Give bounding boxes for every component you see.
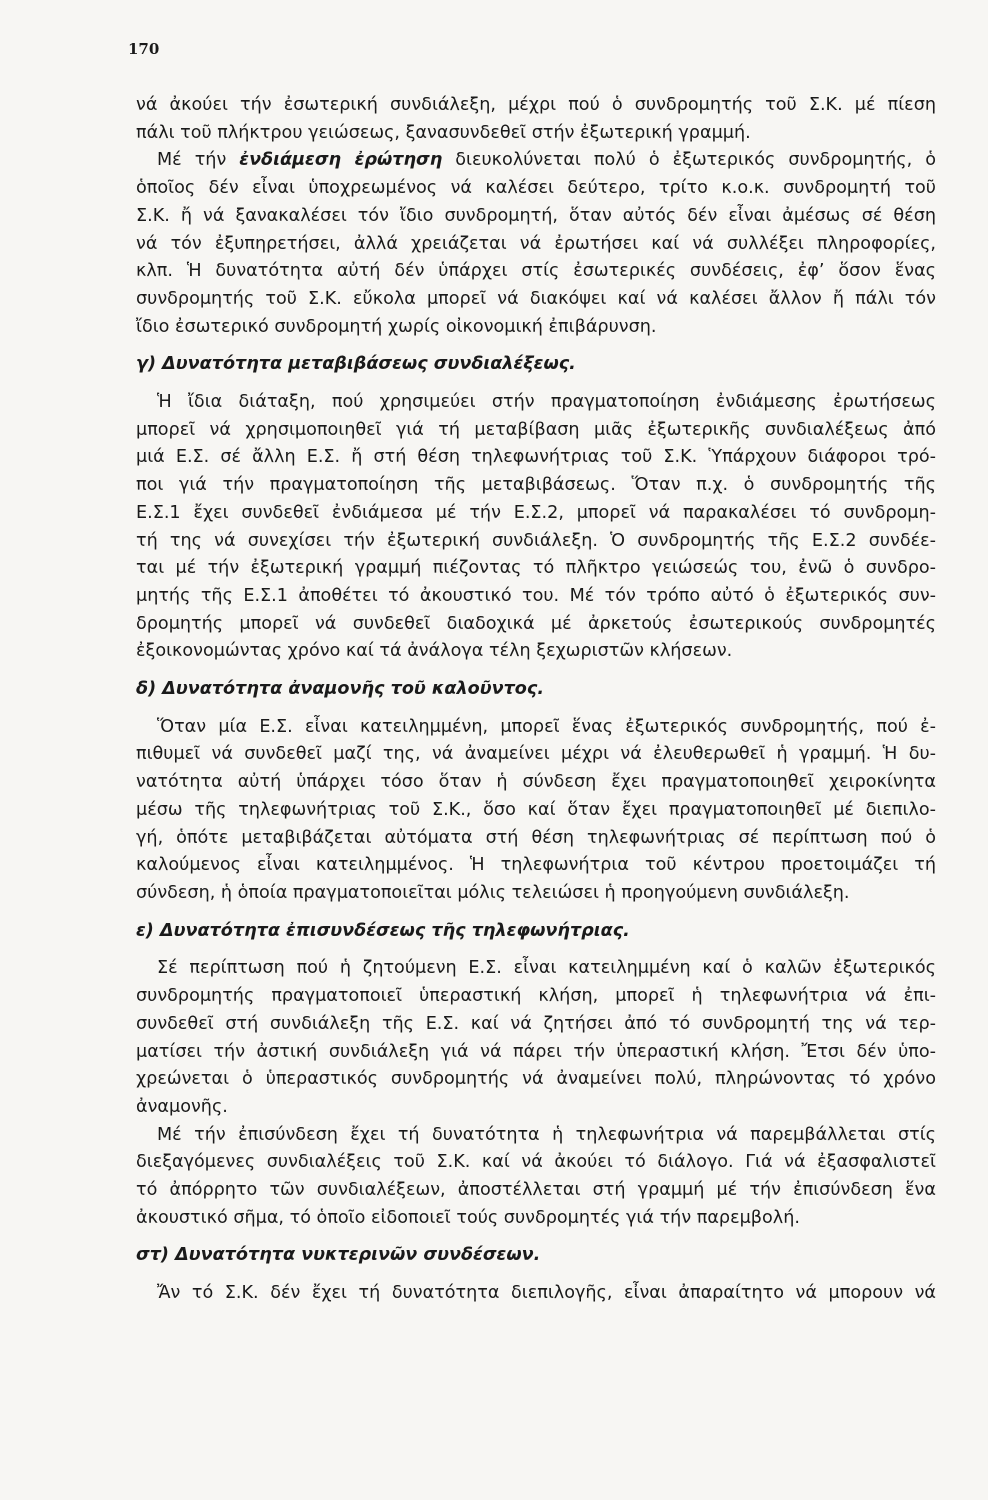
page-number: 170: [128, 40, 160, 58]
text-segment: διευκολύνεται πολύ ὁ ἐξωτερικός συνδρομητής, ὁ: [442, 150, 936, 171]
text-line: πάλι τοῦ πλήκτρου γειώσεως, ξανασυνδεθεῖ στήν ἐξωτερική γραμμή.: [136, 122, 751, 143]
text-line: νά ἀκούει τήν ἐσωτερική συνδιάλεξη, μέχρι πού ὁ συνδρομητής τοῦ Σ.Κ. μέ πίεση: [136, 95, 936, 115]
text-line: ἀναμονῆς.: [136, 1096, 228, 1117]
text-line: Ἡ ἴδια διάταξη, πού χρησιμεύει στήν πραγματοποίηση ἐνδιάμεσης ἐρωτήσεως: [157, 392, 936, 413]
text-line: ἐξοικονομώντας χρόνο καί τά ἀνάλογα τέλη ξεχωριστῶν κλήσεων.: [136, 641, 733, 662]
text-line: Σ.Κ. ἤ νά ξανακαλέσει τόν ἴδιο συνδρομητή, ὅταν αὐτός δέν εἶναι ἀμέσως σέ θέση: [136, 205, 936, 226]
text-line: τό ἀπόρρητο τῶν συνδιαλέξεων, ἀποστέλλεται στή γραμμή μέ τήν ἐπισύνδεση ἕνα: [136, 1180, 936, 1201]
text-line: νατότητα αὐτή ὑπάρχει τόσο ὅταν ἡ σύνδεση ἔχει πραγματοποιηθεῖ χειροκίνητα: [136, 772, 936, 793]
text-line: [136, 147, 936, 175]
text-line: τή της νά συνεχίσει τήν ἐξωτερική συνδιάλεξη. Ὁ συνδρομητής τῆς Ε.Σ.2 συνδέε-: [136, 530, 936, 551]
text-line: μέσω τῆς τηλεφωνήτριας τοῦ Σ.Κ., ὅσο καί ὅταν ἔχει πραγματοποιηθεῖ μέ διεπιλο-: [136, 799, 936, 820]
text-line: συνδρομητής τοῦ Σ.Κ. εὔκολα μπορεῖ νά διακόψει καί νά καλέσει ἄλλον ἤ πάλι τόν: [136, 288, 936, 309]
text-line: χρεώνεται ὁ ὑπεραστικός συνδρομητής νά ἀναμείνει πολύ, πληρώνοντας τό χρόνο: [136, 1069, 936, 1090]
text-line: Ἄν τό Σ.Κ. δέν ἔχει τή δυνατότητα διεπιλογῆς, εἶναι ἀπαραίτητο νά μπορουν νά: [157, 1283, 936, 1304]
text-line: γή, ὁπότε μεταβιβάζεται αὐτόματα στή θέση τηλεφωνήτριας σέ περίπτωση πού ὁ: [136, 827, 936, 848]
text-line: ται μέ τήν ἐξωτερική γραμμή πιέζοντας τό πλῆκτρο γειώσεώς του, ἐνῶ ὁ συνδρο-: [136, 558, 936, 579]
text-line: Ε.Σ.1 ἔχει συνδεθεῖ ἐνδιάμεσα μέ τήν Ε.Σ.2, μπορεῖ νά παρακαλέσει τό συνδρομη-: [136, 502, 936, 523]
section-heading: δ) Δυνατότητα ἀναμονῆς τοῦ καλοῦντος.: [136, 679, 545, 700]
emphasized-term: ἐνδιάμεση ἐρώτηση: [239, 150, 443, 171]
text-line: Ὅταν μία Ε.Σ. εἶναι κατειλημμένη, μπορεῖ ἕνας ἐξωτερικός συνδρομητής, πού ἐ-: [157, 716, 936, 737]
text-line: μητής τῆς Ε.Σ.1 ἀποθέτει τό ἀκουστικό του. Μέ τόν τρόπο αὐτό ὁ ἐξωτερικός συν-: [136, 585, 936, 606]
text-line: Μέ τήν ἐπισύνδεση ἔχει τή δυνατότητα ἡ τηλεφωνήτρια νά παρεμβάλλεται στίς: [157, 1124, 936, 1145]
section-heading: στ) Δυνατότητα νυκτερινῶν συνδέσεων.: [136, 1245, 541, 1266]
text-line: νά τόν ἐξυπηρετήσει, ἀλλά χρειάζεται νά ἐρωτήσει καί νά συλλέξει πληροφορίες,: [136, 233, 936, 254]
text-line: Σέ περίπτωση πού ἡ ζητούμενη Ε.Σ. εἶναι κατειλημμένη καί ὁ καλῶν ἐξωτερικός: [157, 958, 936, 979]
text-line: διεξαγόμενες συνδιαλέξεις τοῦ Σ.Κ. καί νά ἀκούει τό διάλογο. Γιά νά ἐξασφαλιστεῖ: [136, 1152, 936, 1173]
text-line: κλπ. Ἡ δυνατότητα αὐτή δέν ὑπάρχει στίς ἐσωτερικές συνδέσεις, ἐφ’ ὅσον ἕνας: [136, 261, 936, 282]
text-line: συνδεθεῖ στή συνδιάλεξη τῆς Ε.Σ. καί νά ζητήσει ἀπό τό συνδρομητή της νά τερ-: [136, 1013, 936, 1034]
text-line: καλούμενος εἶναι κατειλημμένος. Ἡ τηλεφωνήτρια τοῦ κέντρου προετοιμάζει τή: [136, 855, 936, 876]
text-line: ἴδιο ἐσωτερικό συνδρομητή χωρίς οἰκονομική ἐπιβάρυνση.: [136, 316, 657, 337]
body-text: [136, 92, 936, 1308]
text-line: ὁποῖος δέν εἶναι ὑποχρεωμένος νά καλέσει δεύτερο, τρίτο κ.ο.κ. συνδρομητή τοῦ: [136, 178, 936, 199]
text-line: ποι γιά τήν πραγματοποίηση τῆς μεταβιβάσεως. Ὅταν π.χ. ὁ συνδρομητής τῆς: [136, 475, 936, 496]
text-line: πιθυμεῖ νά συνδεθεῖ μαζί της, νά ἀναμείνει μέχρι νά ἐλευθερωθεῖ ἡ γραμμή. Ἡ δυ-: [136, 744, 936, 765]
text-line: δρομητής μπορεῖ νά συνδεθεῖ διαδοχικά μέ ἀρκετούς ἐσωτερικούς συνδρομητές: [136, 613, 936, 634]
text-line: μιά Ε.Σ. σέ ἄλλη Ε.Σ. ἤ στή θέση τηλεφωνήτριας τοῦ Σ.Κ. Ὑπάρχουν διάφοροι τρό-: [136, 447, 936, 468]
text-segment: Μέ τήν: [157, 150, 240, 171]
section-heading: ε) Δυνατότητα ἐπισυνδέσεως τῆς τηλεφωνήτριας.: [136, 920, 630, 941]
text-line: συνδρομητής πραγματοποιεῖ ὑπεραστική κλήση, μπορεῖ ἡ τηλεφωνήτρια νά ἐπι-: [136, 986, 936, 1007]
text-line: σύνδεση, ἡ ὁποία πραγματοποιεῖται μόλις τελειώσει ἡ προηγούμενη συνδιάλεξη.: [136, 882, 850, 903]
section-heading: γ) Δυνατότητα μεταβιβάσεως συνδιαλέξεως.: [136, 354, 576, 375]
text-line: ματίσει τήν ἀστική συνδιάλεξη γιά νά πάρει τήν ὑπεραστική κλήση. Ἔτσι δέν ὑπο-: [136, 1041, 936, 1062]
text-line: μπορεῖ νά χρησιμοποιηθεῖ γιά τή μεταβίβαση μιᾶς ἐξωτερικῆς συνδιαλέξεως ἀπό: [136, 419, 936, 440]
text-line: ἀκουστικό σῆμα, τό ὁποῖο εἰδοποιεῖ τούς συνδρομητές γιά τήν παρεμβολή.: [136, 1207, 800, 1228]
